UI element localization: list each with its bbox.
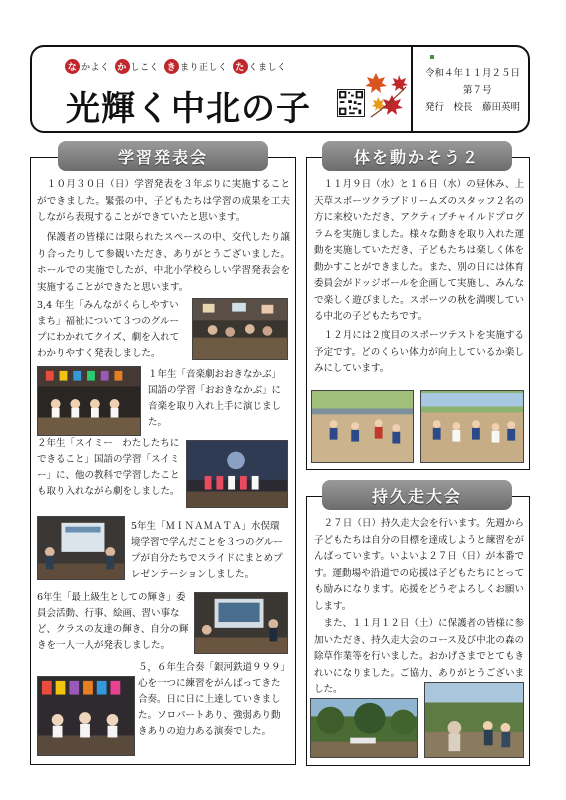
- qr-code-icon: [337, 89, 365, 117]
- grade-1-caption: １年生「音楽劇おおきなかぶ」国語の学習「おおきなかぶ」に音楽を取り入れ上手に演じました。: [148, 369, 282, 428]
- grade-5-caption: 5年生「ＭＩＮＡＭＡＴＡ」水俣環境学習で学んだことを３つのグループが自分たちでスライドにまとめプレゼンテーションしました。: [131, 521, 283, 580]
- header-divider: [411, 47, 413, 131]
- photo-grade-5: [37, 516, 125, 580]
- motto-item: な かよく: [65, 59, 110, 74]
- maple-leaves-icon: [366, 67, 411, 122]
- issue-info: [425, 65, 520, 116]
- photo-grade-34: [192, 298, 288, 360]
- newsletter-title: 光輝く中北の子: [66, 89, 311, 129]
- left-paragraph-1: １０月３０日（日）学習発表を３年ぶりに実施することができました。緊張の中、子どもたちは学習の成果を工夫しながら表現することができていたと思います。: [37, 179, 290, 223]
- left-paragraph-2: 保護者の皆様には限られたスペースの中、交代したり譲り合ったりして参観いただき、ありがとうございました。ホールでの実施でしたが、中北小学校らしい学習発表会を実施することができたと思います。: [37, 232, 290, 293]
- school-motto: [65, 59, 292, 74]
- publisher: 発行 校長 藤田英明: [425, 102, 521, 113]
- photo-grade-1: [37, 366, 141, 436]
- section-banner-marathon: 持久走大会: [322, 480, 512, 510]
- motto-item: か しこく: [115, 59, 160, 74]
- photo-marathon-2: [424, 682, 524, 758]
- photo-marathon-1: [310, 698, 418, 758]
- marathon-paragraph-1: ２７日（日）持久走大会を行います。先週から子どもたちは自分の目標を達成しようと練習をがんばっています。いよいよ２７日（日）が本番です。運動場や沿道での応援は子どもたちにとっても励みになります。応援をどうぞよろしくお願いします。: [314, 518, 524, 612]
- marathon-paragraph-2: また、１１月１２日（土）に保護者の皆様に参加いただき、持久走大会のコース及び中北の森の除草作業等を行いました。おかげさまでとてもきれいになりました。ご協力、ありがとうございました。: [314, 618, 524, 695]
- photo-exercise-2: [420, 390, 524, 463]
- exercise-paragraph-1: １１月９日（水）と１６日（水）の昼休み、上天草スポーツクラブドリームズのスタッフ２名の方に来校いただき、アクティブチャイルドプログラムを実施しました。様々な動きを取り入れた運動を実施していただき、子どもたちは楽しく体を動かすことができました。また、別の日には体育委員会がドッジボールを企画して実施し、みんなで楽しく遊びました。スポーツの秋を満喫している中北の子どもたちです。: [314, 179, 524, 322]
- grade-6-caption: 6年生「最上級生としての輝き」委員会活動、行事、絵画、習い事など、クラスの友達の輝き、自分の輝きを一人一人が発表しました。: [37, 592, 189, 651]
- newsletter-header: [30, 45, 530, 133]
- motto-item: き まり正しく: [164, 59, 228, 74]
- grade-56-caption: ５，６年生合奏「銀河鉄道９９９」心を一つに練習をがんばってきた合奏。日に日に上達していきました。ソロパートあり、強弱あり動きありの迫力ある演奏でした。: [138, 662, 286, 737]
- photo-grade-6: [194, 592, 288, 654]
- grade-2-caption: ２年生「スイミー わたしたちにできること」国語の学習「スイミー」に、他の教科で学習したことも取り入れながら劇をしました。: [37, 438, 180, 497]
- section-banner-exercise: 体を動かそう２: [322, 141, 512, 171]
- section-banner-presentation: 学習発表会: [58, 141, 268, 171]
- photo-exercise-1: [311, 390, 414, 463]
- motto-item: た くましく: [233, 59, 287, 74]
- grade-34-caption: 3,4 年生「みんながくらしやすいまち」福祉について３つのグループにわかれてクイズ、劇を入れてわかりやすく発表しました。: [37, 300, 180, 359]
- photo-grade-56: [37, 676, 135, 756]
- decor-dot: [430, 55, 434, 59]
- issue-date: 令和４年１１月２５日: [425, 68, 521, 79]
- exercise-paragraph-2: １２月には２度目のスポーツテストを実施する予定です。どのくらい体力が向上しているか楽しみにしています。: [314, 330, 524, 374]
- issue-number: 第７号: [463, 85, 492, 96]
- photo-grade-2: [186, 440, 288, 508]
